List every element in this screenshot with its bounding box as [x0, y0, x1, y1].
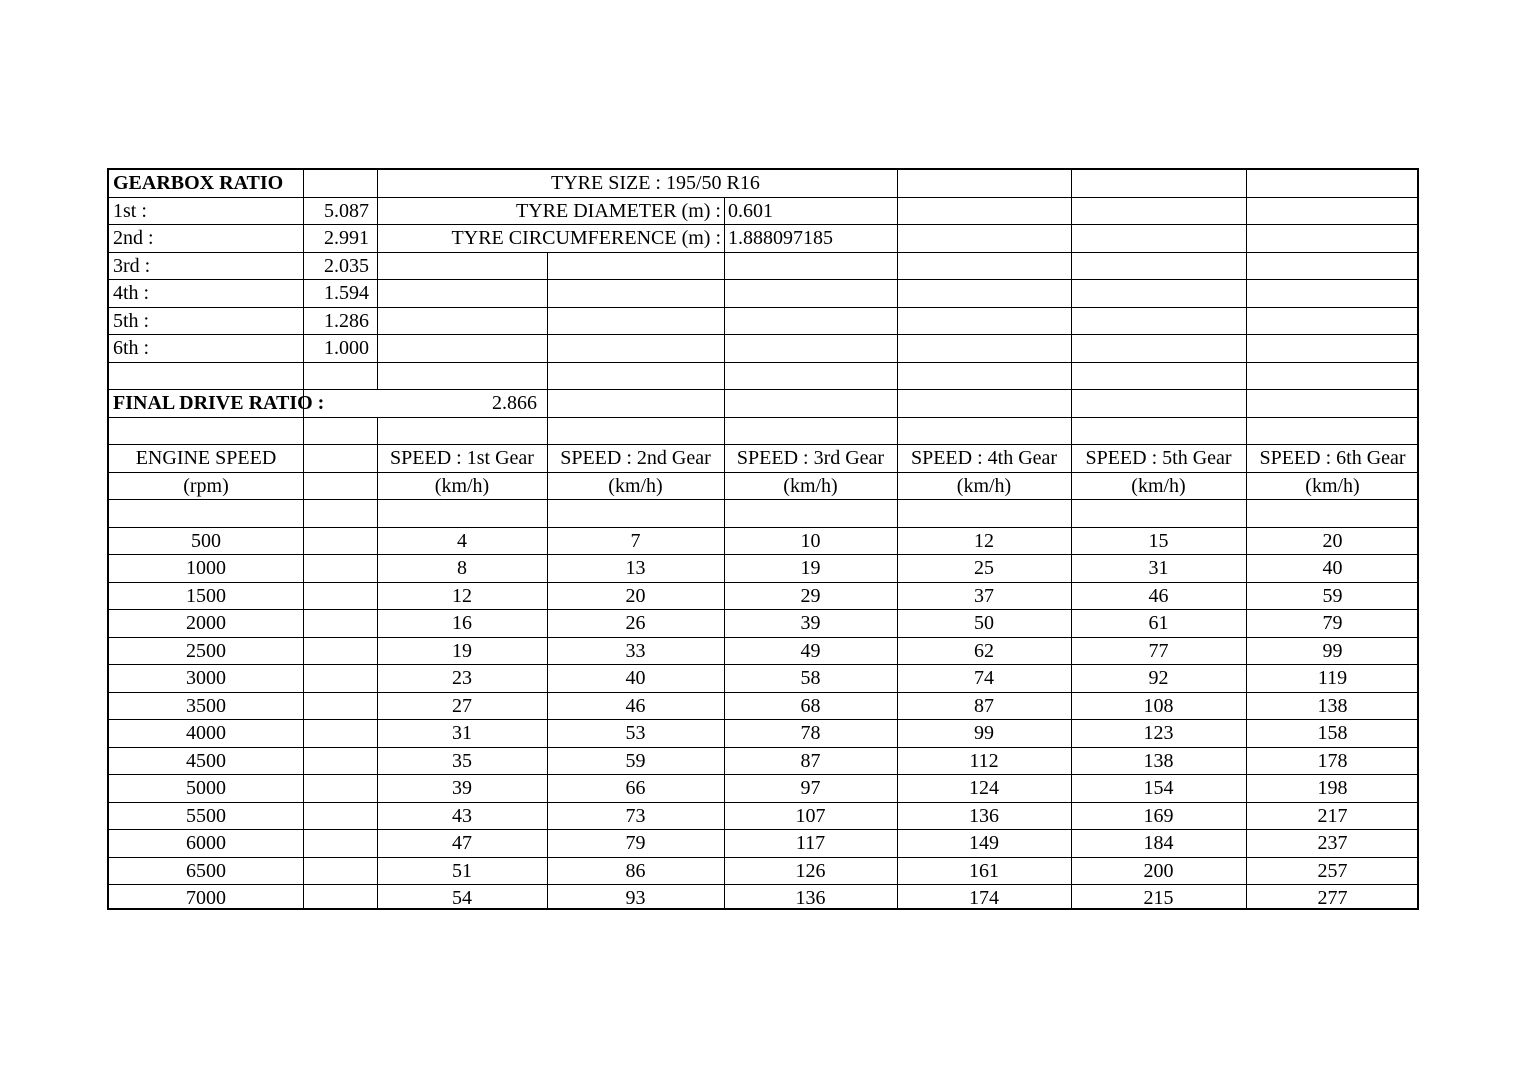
- spacer-row: [109, 500, 1417, 528]
- speed-unit: (km/h): [434, 474, 490, 497]
- column-divider: [1071, 170, 1072, 908]
- gear3-speed-cell: 29: [800, 584, 821, 607]
- gear2-speed-cell: 40: [625, 667, 646, 689]
- gear5-speed-cell: 46: [1148, 584, 1169, 607]
- tyre-circumference-value: 1.888097185: [728, 227, 833, 249]
- speed-unit: (km/h): [608, 474, 663, 497]
- gear6-speed-cell: 119: [1317, 667, 1348, 689]
- gear-label: 6th :: [113, 337, 150, 359]
- rpm-cell: 5000: [186, 777, 226, 799]
- rpm-cell: 4000: [186, 722, 226, 744]
- gear1-speed-cell: 19: [452, 639, 472, 662]
- speed-6th-gear-header: SPEED : 6th Gear: [1259, 447, 1406, 469]
- gear-label: 4th :: [113, 282, 150, 304]
- gear1-speed-cell: 51: [452, 859, 472, 882]
- gear-ratio-value: 1.594: [324, 282, 369, 304]
- gear-ratio-value: 2.991: [324, 227, 369, 249]
- tyre-diameter-value: 0.601: [728, 199, 773, 222]
- table-row: [109, 830, 1417, 858]
- gear6-speed-cell: 198: [1317, 777, 1348, 799]
- gear5-speed-cell: 154: [1143, 777, 1174, 799]
- rpm-cell: 6000: [186, 832, 226, 854]
- gear1-speed-cell: 43: [452, 804, 472, 827]
- gear2-speed-cell: 93: [625, 887, 646, 909]
- gear1-speed-cell: 39: [452, 777, 472, 799]
- rpm-cell: 500: [191, 529, 221, 552]
- gear6-speed-cell: 217: [1317, 804, 1348, 827]
- gear-ratio-value: 2.035: [324, 254, 369, 277]
- gear5-speed-cell: 108: [1143, 694, 1174, 717]
- gear2-speed-cell: 66: [625, 777, 646, 799]
- table-row: [109, 775, 1417, 803]
- gear1-speed-cell: 16: [452, 612, 472, 634]
- gear5-speed-cell: 123: [1143, 722, 1174, 744]
- column-divider: [303, 170, 304, 908]
- gear3-speed-cell: 126: [795, 859, 826, 882]
- rpm-cell: 1500: [186, 584, 226, 607]
- gear3-speed-cell: 87: [800, 749, 821, 772]
- gear6-speed-cell: 40: [1322, 557, 1343, 579]
- gear1-speed-cell: 35: [452, 749, 472, 772]
- gear-label: 1st :: [113, 199, 147, 222]
- gear4-speed-cell: 25: [974, 557, 994, 579]
- speed-unit: (km/h): [1305, 474, 1360, 497]
- gear1-speed-cell: 27: [452, 694, 472, 717]
- gear4-speed-cell: 136: [969, 804, 999, 827]
- gear-ratio-row: [109, 225, 1417, 253]
- column-divider: [377, 170, 378, 390]
- gear5-speed-cell: 61: [1148, 612, 1169, 634]
- final-drive-row: [109, 390, 1417, 418]
- gear2-speed-cell: 53: [625, 722, 646, 744]
- gear2-speed-cell: 86: [625, 859, 646, 882]
- speed-unit: (km/h): [783, 474, 838, 497]
- gear4-speed-cell: 112: [969, 749, 999, 772]
- table-row: [109, 555, 1417, 583]
- gear1-speed-cell: 54: [452, 887, 472, 909]
- gear2-speed-cell: 20: [625, 584, 646, 607]
- gear1-speed-cell: 12: [452, 584, 472, 607]
- table-row: [109, 665, 1417, 693]
- speed-3rd-gear-header: SPEED : 3rd Gear: [736, 447, 885, 469]
- gear-ratio-row: [109, 308, 1417, 336]
- gear6-speed-cell: 20: [1322, 529, 1343, 552]
- gear2-speed-cell: 13: [625, 557, 646, 579]
- gear4-speed-cell: 50: [974, 612, 994, 634]
- gear6-speed-cell: 138: [1317, 694, 1348, 717]
- gear4-speed-cell: 124: [969, 777, 999, 799]
- gear3-speed-cell: 10: [800, 529, 821, 552]
- spacer-row: [109, 418, 1417, 446]
- gear6-speed-cell: 79: [1322, 612, 1343, 634]
- gear-label: 2nd :: [113, 227, 154, 249]
- column-divider: [1246, 170, 1247, 908]
- tyre-diameter-label: TYRE DIAMETER (m) :: [516, 199, 721, 222]
- table-row: [109, 748, 1417, 776]
- gear6-speed-cell: 59: [1322, 584, 1343, 607]
- gear4-speed-cell: 12: [974, 529, 994, 552]
- column-divider: [724, 198, 725, 909]
- gear3-speed-cell: 117: [795, 832, 826, 854]
- final-drive-value: 2.866: [492, 392, 537, 414]
- engine-speed-header: ENGINE SPEED: [135, 447, 277, 469]
- gear-ratio-row: [109, 253, 1417, 281]
- rpm-cell: 7000: [186, 887, 226, 909]
- gear-ratio-value: 5.087: [324, 199, 369, 222]
- table-row: [109, 638, 1417, 666]
- table-header-row: [109, 445, 1417, 473]
- gear5-speed-cell: 215: [1143, 887, 1174, 909]
- gear3-speed-cell: 19: [800, 557, 821, 579]
- gear1-speed-cell: 47: [452, 832, 472, 854]
- table-row: [109, 720, 1417, 748]
- gear3-speed-cell: 58: [800, 667, 821, 689]
- gear5-speed-cell: 92: [1148, 667, 1169, 689]
- gear2-speed-cell: 33: [625, 639, 646, 662]
- column-divider: [897, 170, 898, 908]
- gear2-speed-cell: 79: [625, 832, 646, 854]
- spacer-row: [109, 363, 1417, 391]
- gear-ratio-value: 1.000: [324, 337, 369, 359]
- gear4-speed-cell: 37: [974, 584, 994, 607]
- gear4-speed-cell: 74: [974, 667, 994, 689]
- table-units-row: [109, 473, 1417, 501]
- gear4-speed-cell: 161: [969, 859, 999, 882]
- speed-1st-gear-header: SPEED : 1st Gear: [390, 447, 534, 469]
- gearbox-ratio-title: GEARBOX RATIO: [113, 172, 284, 194]
- gearbox-speed-sheet: [107, 168, 1419, 910]
- rpm-cell: 6500: [186, 859, 226, 882]
- gear-ratio-row: [109, 280, 1417, 308]
- table-row: [109, 803, 1417, 831]
- tyre-size-label: TYRE SIZE : 195/50 R16: [551, 172, 760, 194]
- final-drive-label: FINAL DRIVE RATIO :: [113, 392, 325, 414]
- rpm-cell: 3000: [186, 667, 226, 689]
- gear3-speed-cell: 39: [800, 612, 821, 634]
- gear2-speed-cell: 59: [625, 749, 646, 772]
- gear4-speed-cell: 99: [974, 722, 994, 744]
- table-row: [109, 610, 1417, 638]
- gear3-speed-cell: 107: [795, 804, 826, 827]
- gear2-speed-cell: 26: [625, 612, 646, 634]
- gear4-speed-cell: 62: [974, 639, 994, 662]
- gear5-speed-cell: 200: [1143, 859, 1174, 882]
- gear1-speed-cell: 4: [457, 529, 467, 552]
- table-row: [109, 528, 1417, 556]
- gear5-speed-cell: 15: [1148, 529, 1169, 552]
- gear4-speed-cell: 174: [969, 887, 999, 909]
- column-divider: [377, 418, 378, 909]
- gear1-speed-cell: 31: [452, 722, 472, 744]
- gear4-speed-cell: 149: [969, 832, 999, 854]
- speed-unit: (km/h): [1131, 474, 1186, 497]
- engine-speed-unit: (rpm): [183, 474, 229, 497]
- gear3-speed-cell: 49: [800, 639, 821, 662]
- gear5-speed-cell: 77: [1148, 639, 1169, 662]
- gear-ratio-value: 1.286: [324, 309, 369, 332]
- gear-label: 3rd :: [113, 254, 151, 277]
- gear6-speed-cell: 178: [1317, 749, 1348, 772]
- rpm-cell: 5500: [186, 804, 226, 827]
- gear3-speed-cell: 78: [800, 722, 821, 744]
- gear6-speed-cell: 158: [1317, 722, 1348, 744]
- gear6-speed-cell: 99: [1322, 639, 1343, 662]
- rpm-cell: 4500: [186, 749, 226, 772]
- gear5-speed-cell: 138: [1143, 749, 1174, 772]
- rpm-cell: 2500: [186, 639, 226, 662]
- gear2-speed-cell: 7: [630, 529, 641, 552]
- gear-ratio-row: [109, 335, 1417, 363]
- speed-2nd-gear-header: SPEED : 2nd Gear: [560, 447, 711, 469]
- gear3-speed-cell: 68: [800, 694, 821, 717]
- table-row: [109, 583, 1417, 611]
- rpm-cell: 1000: [186, 557, 226, 579]
- speed-4th-gear-header: SPEED : 4th Gear: [910, 447, 1058, 469]
- speed-unit: (km/h): [956, 474, 1012, 497]
- gear3-speed-cell: 97: [800, 777, 821, 799]
- gear-label: 5th :: [113, 309, 150, 332]
- column-divider: [547, 253, 548, 909]
- speed-5th-gear-header: SPEED : 5th Gear: [1085, 447, 1232, 469]
- gear1-speed-cell: 8: [457, 557, 467, 579]
- gear5-speed-cell: 169: [1143, 804, 1174, 827]
- gear6-speed-cell: 277: [1317, 887, 1348, 909]
- rpm-cell: 3500: [186, 694, 226, 717]
- gear2-speed-cell: 73: [625, 804, 646, 827]
- gear5-speed-cell: 184: [1143, 832, 1174, 854]
- table-row: [109, 858, 1417, 886]
- rpm-cell: 2000: [186, 612, 226, 634]
- gear4-speed-cell: 87: [974, 694, 994, 717]
- gear5-speed-cell: 31: [1148, 557, 1169, 579]
- table-row: [109, 693, 1417, 721]
- gear-ratio-row: [109, 198, 1417, 226]
- gear3-speed-cell: 136: [795, 887, 826, 909]
- title-row: [109, 170, 1417, 198]
- gear2-speed-cell: 46: [625, 694, 646, 717]
- tyre-circumference-label: TYRE CIRCUMFERENCE (m) :: [451, 227, 721, 249]
- gear1-speed-cell: 23: [452, 667, 472, 689]
- gear6-speed-cell: 237: [1317, 832, 1348, 854]
- gear6-speed-cell: 257: [1317, 859, 1348, 882]
- table-row: [109, 885, 1417, 913]
